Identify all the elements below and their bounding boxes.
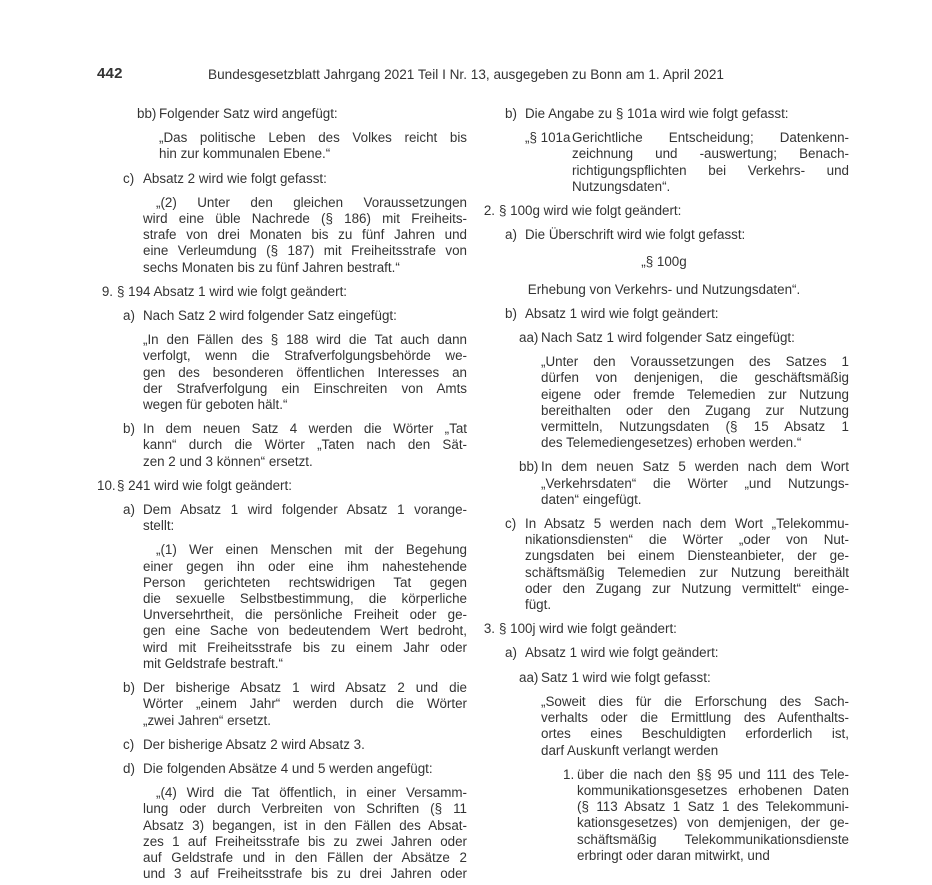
item-body (159, 106, 467, 122)
text-line: Folgender Satz wird angefügt: (159, 106, 338, 121)
left-column (97, 106, 467, 882)
letter-item (123, 308, 467, 324)
text-line: Dem Absatz 1 wird folgender Absatz 1 vorange- (143, 502, 467, 518)
section-title-entry (525, 130, 849, 195)
item-body (525, 645, 849, 661)
text-line: „Unter den Voraussetzungen des Satzes 1 (541, 354, 849, 370)
item-label: bb) (137, 106, 157, 121)
text-line: zen 2 und 3 können“ ersetzt. (143, 453, 313, 469)
item-label: 2. (483, 203, 495, 219)
text-line: oder den Zugang zur Nutzung vermittelt“ einge- (525, 580, 849, 596)
quote-paragraph (143, 542, 467, 672)
text-line: Absatz 2 wird wie folgt gefasst: (143, 170, 327, 186)
text-line: schäftsmäßig Telemedien zur Nutzung bereithält (525, 564, 849, 580)
text-line: daten“ eingefügt. (541, 491, 642, 507)
item-label: c) (505, 516, 517, 532)
text-line: wegen für geboten hält.“ (143, 397, 288, 413)
letter-item (123, 737, 467, 753)
item-label: 1. (563, 766, 575, 782)
text-line: die sexuelle Selbstbestimmung, die körperliche (143, 591, 467, 607)
item-body (143, 332, 467, 413)
text-line: Absatz 1 wird wie folgt geändert: (525, 305, 719, 321)
item-body (143, 502, 467, 534)
text-line: des Telemediengesetzes) erhoben werden.“ (541, 435, 802, 451)
text-line: kommunikationsgesetzes erhobenen Daten (577, 782, 849, 798)
text-line: Absatz 3) begangen, ist in den Fällen des Absat- (143, 817, 467, 833)
item-label: a) (505, 227, 517, 243)
quote-paragraph (143, 195, 467, 276)
text-line: auf Geldstrafe und in den Fällen der Absätze 2 (143, 849, 467, 865)
text-line: § 241 wird wie folgt geändert: (117, 477, 292, 493)
item-label: 9. (101, 283, 113, 299)
text-line: darf Auskunft verlangt werden (541, 742, 719, 758)
text-line: ortes eines Beschuldigten erforderlich ist, (541, 726, 849, 742)
letter-item (123, 421, 467, 470)
text-line: dürfen von denjenigen, die geschäftsmäßig (541, 370, 849, 386)
item-body (143, 761, 467, 777)
text-line: „Soweit dies für die Erforschung des Sach- (541, 693, 849, 709)
quote-paragraph (159, 130, 467, 162)
item-label: c) (123, 170, 135, 186)
text-line: Unversehrtheit, die persönliche Freiheit oder ge- (143, 607, 467, 623)
letter-item (505, 106, 849, 122)
text-line: der Strafverfolgung ein Einschreiten von Amts (143, 380, 467, 396)
page-number: 442 (97, 65, 123, 82)
text-line: gen des besonderen öffentlichen Interesses an (143, 364, 467, 380)
text-line: hin zur kommunalen Ebene.“ (159, 146, 331, 162)
text-line: „In den Fällen des § 188 wird die Tat auch dann (143, 332, 467, 348)
item-label: aa) (519, 669, 539, 685)
item-label: c) (123, 736, 135, 752)
text-line: schäftsmäßig Telekommunikationsdienste (577, 831, 849, 847)
text-line: Absatz 1 wird wie folgt geändert: (525, 645, 719, 661)
item-body (499, 203, 849, 219)
numbered-item (479, 621, 849, 637)
item-body (499, 621, 849, 637)
item-label: „§ 101a (525, 130, 571, 146)
centered-heading (479, 282, 849, 298)
text-line: Nach Satz 2 wird folgender Satz eingefügt: (143, 308, 397, 324)
item-body (143, 737, 467, 753)
text-line: Die folgenden Absätze 4 und 5 werden angefügt: (143, 760, 433, 776)
double-letter-item (519, 670, 849, 686)
quote-paragraph (541, 694, 849, 759)
text-line: stellt: (143, 518, 175, 534)
item-body (541, 459, 849, 508)
right-column (479, 106, 849, 882)
item-body (143, 171, 467, 187)
item-label: b) (505, 305, 517, 321)
item-body (525, 516, 849, 613)
double-letter-item (519, 330, 849, 346)
text-line: „(4) Wird die Tat öffentlich, in einer Versamm- (156, 785, 467, 801)
text-line: (§ 113 Absatz 1 Satz 1 des Telekommuni- (577, 799, 849, 815)
header-title: Bundesgesetzblatt Jahrgang 2021 Teil I Nr. 13, ausgegeben zu Bonn am 1. April 2021 (208, 66, 724, 82)
item-label: a) (123, 502, 135, 518)
text-line: kann“ durch die Wörter „Taten nach den Sät- (143, 437, 467, 453)
item-label: 3. (483, 621, 495, 637)
text-line: mit Geldstrafe bestraft.“ (143, 655, 283, 671)
item-label: 10. (97, 477, 116, 493)
text-line: verfolgt, wenn die Strafverfolgungsbehörde we- (143, 348, 467, 364)
text-line: eigene oder fremde Telemedien zur Nutzung (541, 386, 849, 402)
quote-paragraph (143, 785, 467, 882)
letter-item (505, 227, 849, 243)
numbered-item (479, 203, 849, 219)
item-label: b) (123, 421, 135, 437)
letter-item (123, 761, 467, 777)
letter-item (123, 680, 467, 729)
item-body (117, 478, 467, 494)
item-body (117, 284, 467, 300)
letter-item (505, 516, 849, 613)
text-line: Satz 1 wird wie folgt gefasst: (541, 669, 711, 685)
item-body (143, 542, 467, 672)
text-line: fügt. (525, 597, 552, 613)
text-line: „zwei Jahren“ ersetzt. (143, 712, 271, 728)
text-line: Wörter „einem Jahr“ werden durch die Wörter (143, 696, 467, 712)
text-line: verhalts oder die Ermittlung des Aufenthalts- (541, 710, 849, 726)
text-line: zes 1 auf Freiheitsstrafe bis zu zwei Jahren oder (143, 833, 467, 849)
double-letter-item (137, 106, 467, 122)
item-body (143, 785, 467, 882)
item-body (541, 330, 849, 346)
item-body (525, 306, 849, 322)
text-line: § 100g wird wie folgt geändert: (499, 203, 682, 219)
letter-item (123, 171, 467, 187)
item-body (479, 282, 849, 298)
item-body (572, 130, 849, 195)
text-line: eine Verleumdung (§ 187) mit Freiheitsstrafe von (143, 243, 467, 259)
item-body (541, 354, 849, 451)
text-line: kationsgesetzes) von demjenigen, der ge- (577, 815, 849, 831)
text-line: sechs Monaten bis zu fünf Jahren bestraft.“ (143, 259, 400, 275)
numbered-item (97, 284, 467, 300)
text-line: lung oder durch Verbreiten von Schriften (§ 11 (143, 801, 467, 817)
letter-item (123, 502, 467, 534)
item-body (541, 670, 849, 686)
text-line: Erhebung von Verkehrs- und Nutzungsdaten“. (527, 281, 801, 297)
item-body (143, 421, 467, 470)
item-body (479, 254, 849, 270)
quote-paragraph (143, 332, 467, 413)
text-line: In dem neuen Satz 4 werden die Wörter „Tat (143, 421, 467, 437)
nested-numbered-item (563, 767, 849, 864)
text-line: „(2) Unter den gleichen Voraussetzungen (156, 194, 467, 210)
text-line: Nach Satz 1 wird folgender Satz eingefügt: (541, 330, 795, 346)
text-line: zeichnung und -auswertung; Benach- (572, 146, 849, 162)
running-head (0, 65, 932, 85)
item-body (525, 227, 849, 243)
item-label: aa) (519, 330, 539, 346)
text-line: Der bisherige Absatz 2 wird Absatz 3. (143, 736, 365, 752)
text-line: Nutzungsdaten“. (572, 178, 671, 194)
text-line: wird eine üble Nachrede (§ 186) mit Freiheits- (143, 211, 467, 227)
text-line: § 194 Absatz 1 wird wie folgt geändert: (117, 283, 348, 299)
item-body (577, 767, 849, 864)
item-label: a) (123, 308, 135, 324)
text-line: In Absatz 5 werden nach dem Wort „Telekommu- (525, 516, 849, 532)
item-label: b) (505, 106, 517, 121)
numbered-item (97, 478, 467, 494)
centered-heading (479, 254, 849, 270)
text-line: zungsdaten bei einem Diensteanbieter, der ge- (525, 548, 849, 564)
text-line: erbringt oder daran mitwirkt, und (577, 847, 770, 863)
item-body (159, 130, 467, 162)
text-line: wird mit Freiheitsstrafe bis zu einem Jahr oder (143, 639, 467, 655)
item-label: d) (123, 760, 135, 776)
item-body (541, 694, 849, 759)
item-label: a) (505, 645, 517, 661)
item-label: b) (123, 680, 135, 696)
text-line: Die Angabe zu § 101a wird wie folgt gefasst: (525, 106, 789, 121)
letter-item (505, 645, 849, 661)
quote-paragraph (541, 354, 849, 451)
text-line: vermitteln, Nutzungsdaten (§ 15 Absatz 1 (541, 419, 849, 435)
text-line: Person gerichteten rechtswidrigen Tat gegen (143, 574, 467, 590)
text-line: „(1) Wer einen Menschen mit der Begehung (156, 542, 467, 558)
item-body (525, 106, 849, 122)
text-line: Der bisherige Absatz 1 wird Absatz 2 und die (143, 680, 467, 696)
item-body (143, 195, 467, 276)
text-line: gen eine Sache von bedeutendem Wert bedroht, (143, 623, 467, 639)
text-line: „Das politische Leben des Volkes reicht bis (159, 130, 467, 146)
text-line: „§ 100g (641, 254, 687, 270)
text-line: richtigungspflichten bei Verkehrs- und (572, 162, 849, 178)
double-letter-item (519, 459, 849, 508)
text-line: nikationsdiensten“ die Wörter „oder von Nut- (525, 532, 849, 548)
text-line: § 100j wird wie folgt geändert: (499, 621, 677, 637)
text-line: Die Überschrift wird wie folgt gefasst: (525, 227, 746, 243)
text-line: über die nach den §§ 95 und 111 des Tele- (577, 766, 849, 782)
text-columns (97, 106, 849, 882)
text-line: bereithalten oder den Zugang zur Nutzung (541, 402, 849, 418)
text-line: strafe von drei Monaten bis zu fünf Jahren und (143, 227, 467, 243)
item-body (143, 308, 467, 324)
text-line: „Verkehrsdaten“ die Wörter „und Nutzungs- (541, 475, 849, 491)
item-body (143, 680, 467, 729)
text-line: einer gegen ihn oder eine ihm nahestehende (143, 558, 467, 574)
text-line: Gerichtliche Entscheidung; Datenkenn- (572, 130, 849, 146)
letter-item (505, 306, 849, 322)
text-line: und 3 auf Freiheitsstrafe bis zu drei Jahren oder (143, 866, 467, 882)
item-label: bb) (519, 459, 539, 475)
text-line: In dem neuen Satz 5 werden nach dem Wort (541, 459, 849, 475)
